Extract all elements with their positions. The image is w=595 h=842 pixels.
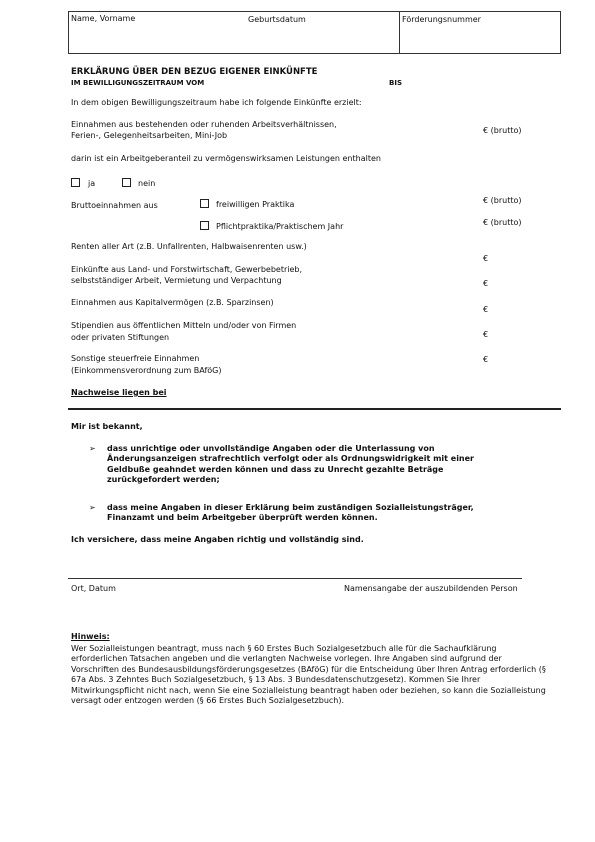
section-divider: [68, 408, 561, 410]
bullet-arrow-icon: ➢: [89, 503, 96, 512]
declaration-title: ERKLÄRUNG ÜBER DEN BEZUG EIGENER EINKÜNFTE: [71, 67, 318, 77]
pension-label: Renten aller Art (z.B. Unfallrenten, Halbwaisenrenten usw.): [71, 242, 307, 251]
place-date-label: Ort, Datum: [71, 584, 116, 593]
voluntary-internship-label: freiwilligen Praktika: [216, 200, 295, 209]
mandatory-internship-label: Pflichtpraktika/Praktischem Jahr: [216, 222, 344, 231]
employer-share-text: darin ist ein Arbeitgeberanteil zu vermögenswirksamen Leistungen enthalten: [71, 154, 381, 163]
mandatory-internship-checkbox[interactable]: [200, 221, 209, 230]
funding-number-label: Förderungsnummer: [402, 15, 481, 24]
signature-line[interactable]: [68, 578, 522, 579]
mandatory-internship-amount: € (brutto): [483, 218, 522, 227]
name-field-label: Name, Vorname: [71, 14, 136, 23]
assurance-text: Ich versichere, dass meine Angaben richtig und vollständig sind.: [71, 535, 364, 544]
acknowledgement-bullet-1: dass unrichtige oder unvollständige Angaben oder die Unterlassung von Änderungsanzeigen strafrechtlich verfolgt oder als Ordnungswidrigkeit mit einer Geldbuße geahndet werden können und dass zu Unrecht gezahlte Beträge zurückgefordert werden;: [107, 444, 474, 485]
other-income-line2: (Einkommensverordnung zum BAföG): [71, 366, 222, 375]
acknowledgement-heading: Mir ist bekannt,: [71, 422, 143, 431]
applicant-name-label: Namensangabe der auszubildenden Person: [344, 584, 518, 593]
no-checkbox[interactable]: [122, 178, 131, 187]
intro-text: In dem obigen Bewilligungszeitraum habe ich folgende Einkünfte erzielt:: [71, 98, 362, 107]
pension-amount: €: [483, 254, 489, 263]
voluntary-internship-checkbox[interactable]: [200, 199, 209, 208]
notice-text: Wer Sozialleistungen beantragt, muss nach § 60 Erstes Buch Sozialgesetzbuch alle für die Sachaufklärung erforderlichen Tatsachen angeben und die verlangten Nachweise vorlegen. Ihre Angaben sind aufgrund der Vorschriften des Bundesausbildungsförderungsgesetzes (BAföG) für die Entscheidung über Ihren Antrag erforderlich (§ 67a Abs. 3 Zehntes Buch Sozialgesetzbuch, § 13 Abs. 3 Bundesdatenschutzgesetz). Kommen Sie Ihrer Mitwirkungspflicht nicht nach, wenn Sie eine Sozialleistung beantragt haben oder beziehen, so kann die Sozialleistung versagt oder entzogen werden (§ 66 Erstes Buch Sozialgesetzbuch).: [71, 644, 546, 706]
other-income-line1: Sonstige steuerfreie Einnahmen: [71, 354, 200, 363]
internship-label: Bruttoeinnahmen aus: [71, 201, 158, 210]
period-to-label: BIS: [389, 79, 402, 87]
header-divider: [399, 12, 400, 53]
business-income-line2: selbstständiger Arbeit, Vermietung und Verpachtung: [71, 276, 282, 285]
other-income-amount: €: [483, 355, 489, 364]
voluntary-internship-amount: € (brutto): [483, 196, 522, 205]
scholarship-line1: Stipendien aus öffentlichen Mitteln und/oder von Firmen: [71, 321, 297, 330]
business-income-line1: Einkünfte aus Land- und Forstwirtschaft, Gewerbebetrieb,: [71, 265, 303, 274]
business-income-amount: €: [483, 279, 489, 288]
scholarship-line2: oder privaten Stiftungen: [71, 333, 170, 342]
birthdate-field-label: Geburtsdatum: [248, 15, 306, 24]
capital-income-amount: €: [483, 305, 489, 314]
yes-label: ja: [88, 179, 96, 188]
yes-checkbox[interactable]: [71, 178, 80, 187]
acknowledgement-bullet-2: dass meine Angaben in dieser Erklärung beim zuständigen Sozialleistungsträger, Finanzamt und beim Arbeitgeber überprüft werden können.: [107, 503, 474, 523]
employment-line1: Einnahmen aus bestehenden oder ruhenden Arbeitsverhältnissen,: [71, 120, 337, 129]
employment-amount: € (brutto): [483, 126, 522, 135]
no-label: nein: [138, 179, 156, 188]
proof-label: Nachweise liegen bei: [71, 388, 167, 397]
capital-income-label: Einnahmen aus Kapitalvermögen (z.B. Sparzinsen): [71, 298, 274, 307]
period-label: IM BEWILLIGUNGSZEITRAUM VOM: [71, 79, 205, 87]
notice-heading: Hinweis:: [71, 632, 110, 641]
scholarship-amount: €: [483, 330, 489, 339]
bullet-arrow-icon: ➢: [89, 444, 96, 453]
employment-line2: Ferien-, Gelegenheitsarbeiten, Mini-Job: [71, 131, 228, 140]
header-box: [68, 11, 561, 54]
